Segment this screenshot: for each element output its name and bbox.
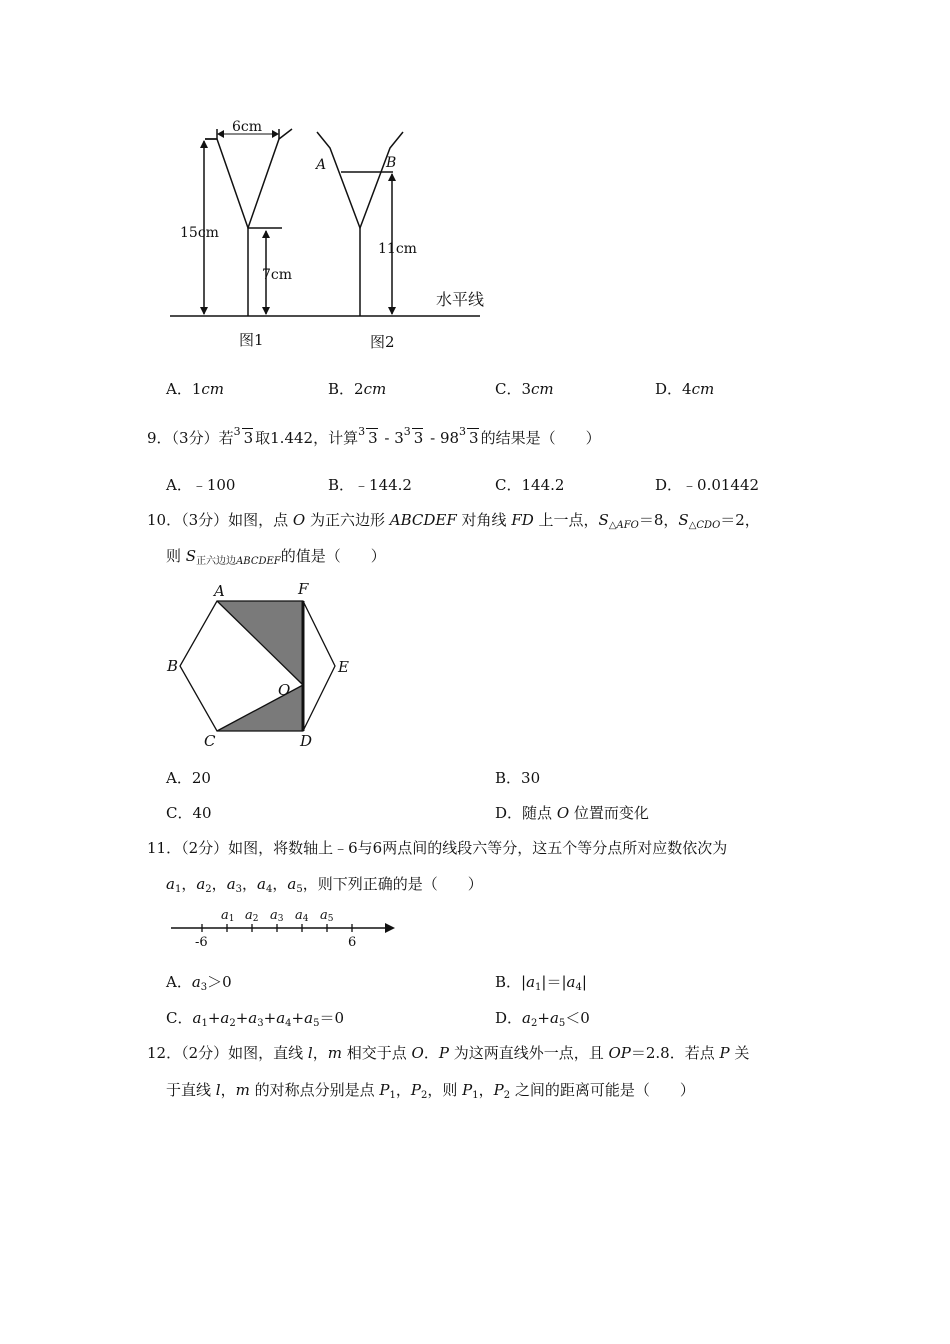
tick-label-6: 6: [348, 935, 357, 950]
point-a5: a5: [320, 908, 334, 924]
q10-stem-line2: 则 $S_{正六边边ABCDEF}$的值是（ ）: [166, 547, 386, 567]
number-line-figure: [165, 902, 405, 952]
label-horizon: 水平线: [436, 290, 485, 309]
vertex-b: B: [167, 657, 179, 675]
q9-option-c[interactable]: C．144.2: [495, 476, 565, 494]
cube-root-2: 3 3: [358, 425, 378, 447]
q10-stem-line1: 10．（3分）如图，点 O 为正六边形 ABCDEF 对角线 FD 上一点，$S_{\triangle AFO}=8$，$S_{\triangle CDO}=2$，: [147, 511, 760, 531]
caption-fig1: 图1: [239, 331, 264, 349]
q8-option-c[interactable]: C．3cm: [495, 380, 554, 398]
label-a: A: [316, 157, 327, 173]
q11-option-d[interactable]: D．$a_2+a_5<0$: [495, 1009, 590, 1029]
q12-stem-line2: 于直线 l，m 的对称点分别是点 $P_1$，$P_2$，则 $P_1$，$P_2$ 之间的距离可能是（ ）: [166, 1081, 695, 1101]
point-a2: a2: [245, 908, 259, 924]
axis-arrow: [385, 923, 395, 933]
q8-option-d[interactable]: D．4cm: [655, 380, 715, 398]
q9-option-b[interactable]: B．﹣144.2: [328, 476, 412, 494]
q9-stem: 9．（3分）若 3 3 取1.442，计算 3 3 - 3 3 3 - 98 3 3 的结果是（ ）: [147, 425, 601, 447]
vertex-e: E: [338, 658, 349, 676]
hexagon-figure: [160, 578, 360, 750]
vertex-f: F: [298, 580, 309, 598]
q8-option-b[interactable]: B．2cm: [328, 380, 387, 398]
q12-stem-line1: 12．（2分）如图，直线 l，m 相交于点 O．P 为这两直线外一点，且 OP＝2.8．若点 P 关: [147, 1044, 750, 1062]
q11-option-c[interactable]: C．$a_1+a_2+a_3+a_4+a_5=0$: [166, 1009, 344, 1029]
vertex-c: C: [204, 732, 216, 750]
q11-option-a[interactable]: A．$a_3>0$: [166, 973, 232, 993]
q11-stem-line2: $a_1$，$a_2$，$a_3$，$a_4$，$a_5$，则下列正确的是（ ）: [166, 875, 483, 895]
q8-option-a[interactable]: A．1cm: [166, 380, 225, 398]
point-a3: a3: [270, 908, 284, 924]
funnel-figure: [160, 115, 500, 355]
cube-root-3: 3 3: [403, 425, 424, 447]
label-6cm: 6cm: [232, 119, 263, 135]
point-a1: a1: [221, 908, 235, 924]
vertex-d: D: [300, 732, 313, 750]
point-o: O: [278, 681, 291, 699]
point-a4: a4: [295, 908, 309, 924]
label-11cm: 11cm: [378, 241, 417, 257]
q10-option-d[interactable]: D．随点 O 位置而变化: [495, 804, 649, 822]
q10-option-a[interactable]: A．20: [166, 769, 211, 787]
q9-option-d[interactable]: D．﹣0.01442: [655, 476, 760, 494]
label-b: B: [386, 155, 397, 171]
label-15cm: 15cm: [180, 225, 219, 241]
funnel-1: [205, 129, 292, 228]
caption-fig2: 图2: [370, 333, 395, 351]
cube-root-1: 3 3: [233, 425, 254, 447]
q11-stem-line1: 11．（2分）如图，将数轴上﹣6与6两点间的线段六等分，这五个等分点所对应数依次为: [147, 839, 728, 857]
q9-option-a[interactable]: A．﹣100: [166, 476, 236, 494]
vertex-a: A: [214, 582, 225, 600]
q10-option-c[interactable]: C．40: [166, 804, 212, 822]
cube-root-4: 3 3: [459, 425, 479, 447]
label-7cm: 7cm: [262, 267, 293, 283]
q10-option-b[interactable]: B．30: [495, 769, 541, 787]
tick-label-minus6: -6: [195, 935, 208, 950]
q11-option-b[interactable]: B．$|a_1|=|a_4|$: [495, 973, 587, 993]
